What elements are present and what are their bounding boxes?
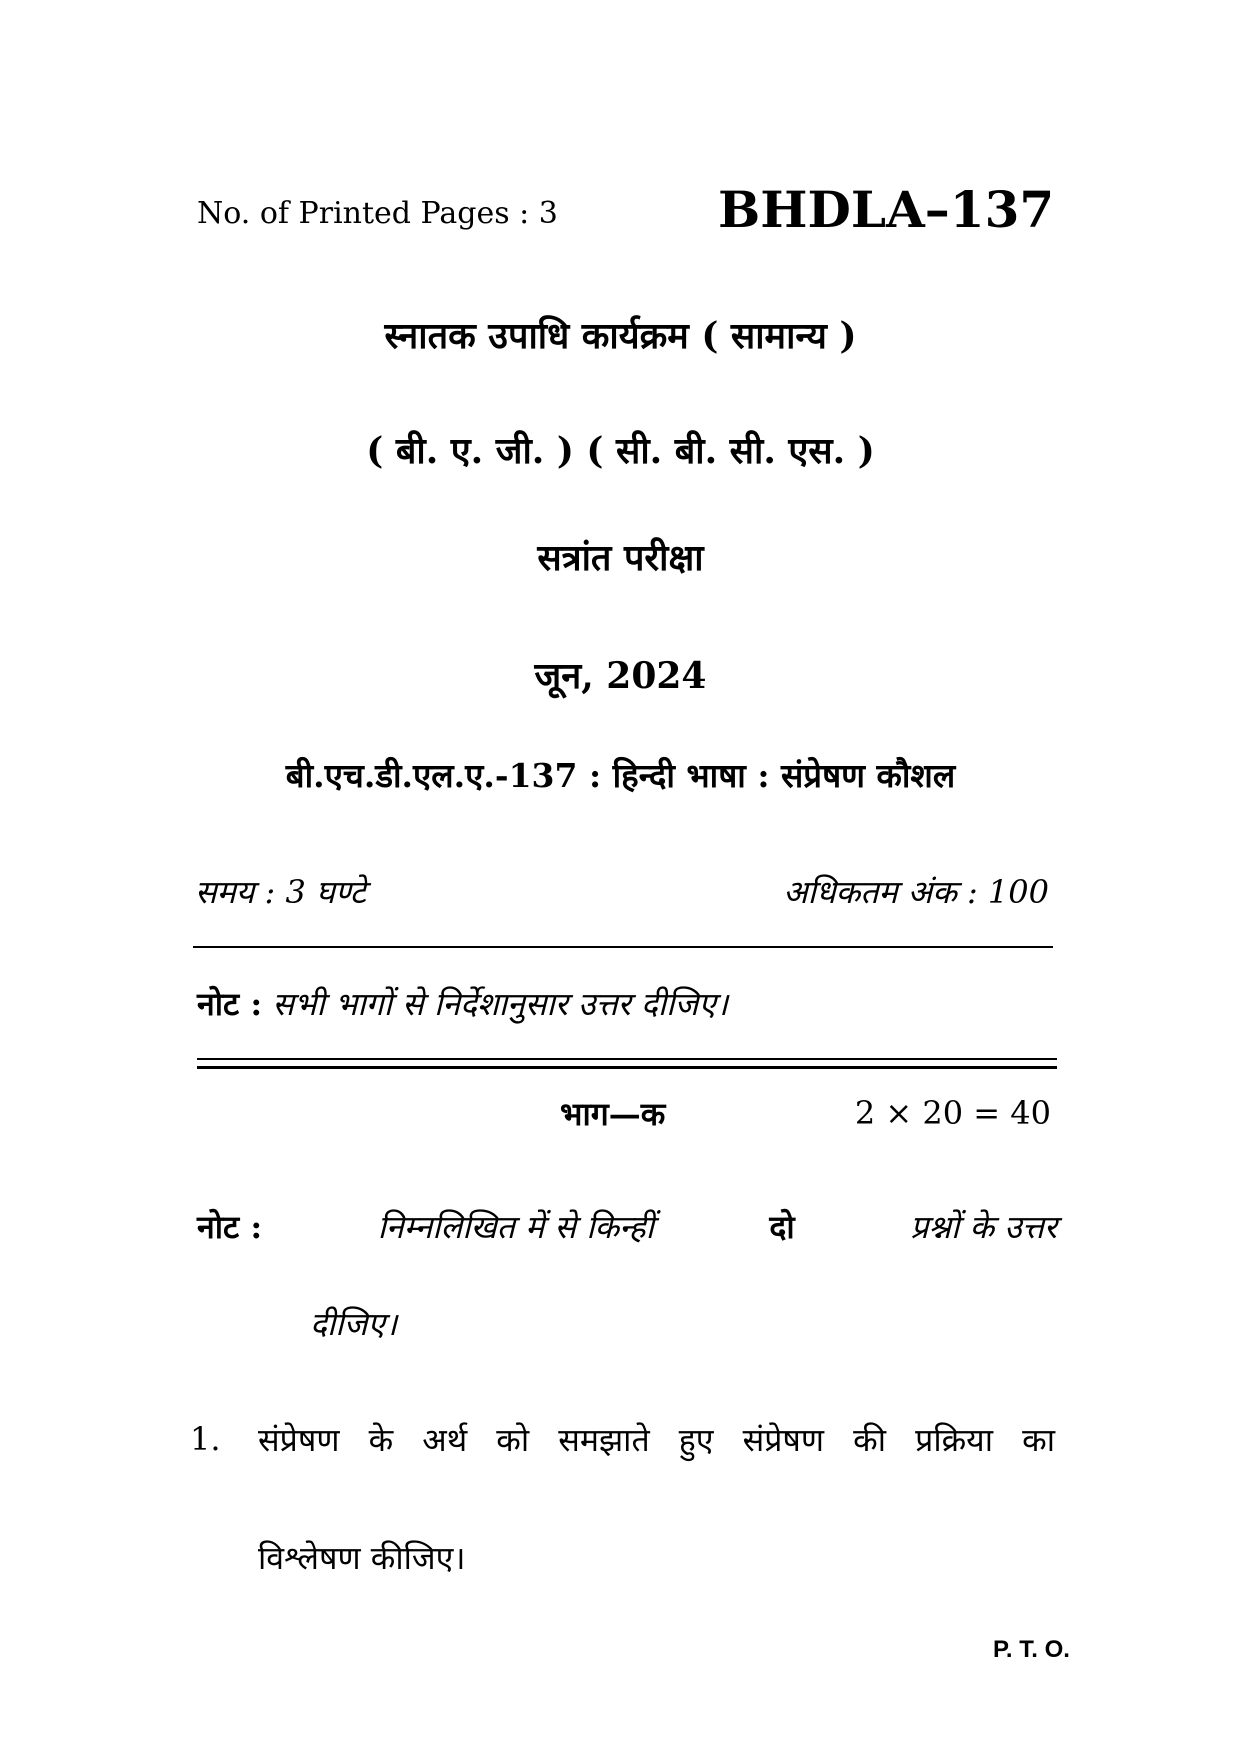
note-text-after: प्रश्नों के उत्तर <box>910 1208 1057 1246</box>
exam-title: सत्रांत परीक्षा <box>537 537 704 579</box>
section-marks: 2 × 20 = 40 <box>854 1094 1051 1132</box>
question-number: 1. <box>190 1420 221 1458</box>
note-label: नोट : <box>197 1208 263 1246</box>
time-allowed: समय : 3 घण्टे <box>195 873 366 911</box>
note-text: सभी भागों से निर्देशानुसार उत्तर दीजिए। <box>272 985 729 1023</box>
paper-code: BHDLA–137 <box>718 180 1055 239</box>
exam-date: जून, 2024 <box>534 655 707 697</box>
divider <box>193 946 1053 948</box>
pto-label: P. T. O. <box>993 1636 1070 1663</box>
note-bold: दो <box>769 1208 795 1246</box>
printed-pages: No. of Printed Pages : 3 <box>197 196 558 231</box>
programme-title: स्नातक उपाधि कार्यक्रम ( सामान्य ) <box>384 315 857 357</box>
double-divider-top <box>197 1058 1057 1060</box>
question-text-continuation: विश्लेषण कीजिए। <box>258 1539 466 1577</box>
question-text: संप्रेषण के अर्थ को समझाते हुए संप्रेषण की प्रक्रिया का <box>258 1421 1055 1459</box>
max-marks: अधिकतम अंक : 100 <box>783 873 1049 911</box>
double-divider-bottom <box>197 1066 1057 1069</box>
general-note <box>197 982 728 1025</box>
degree-title: ( बी. ए. जी. ) ( सी. बी. सी. एस. ) <box>366 430 875 472</box>
section-note <box>197 1205 1057 1248</box>
note-text-before: निम्नलिखित में से किन्हीं <box>377 1208 654 1246</box>
section-note-continuation: दीजिए। <box>310 1305 398 1343</box>
subject-title: बी.एच.डी.एल.ए.-137 : हिन्दी भाषा : संप्रेषण कौशल <box>285 756 956 795</box>
note-label: नोट : <box>197 985 263 1023</box>
section-title: भाग—क <box>560 1095 666 1133</box>
